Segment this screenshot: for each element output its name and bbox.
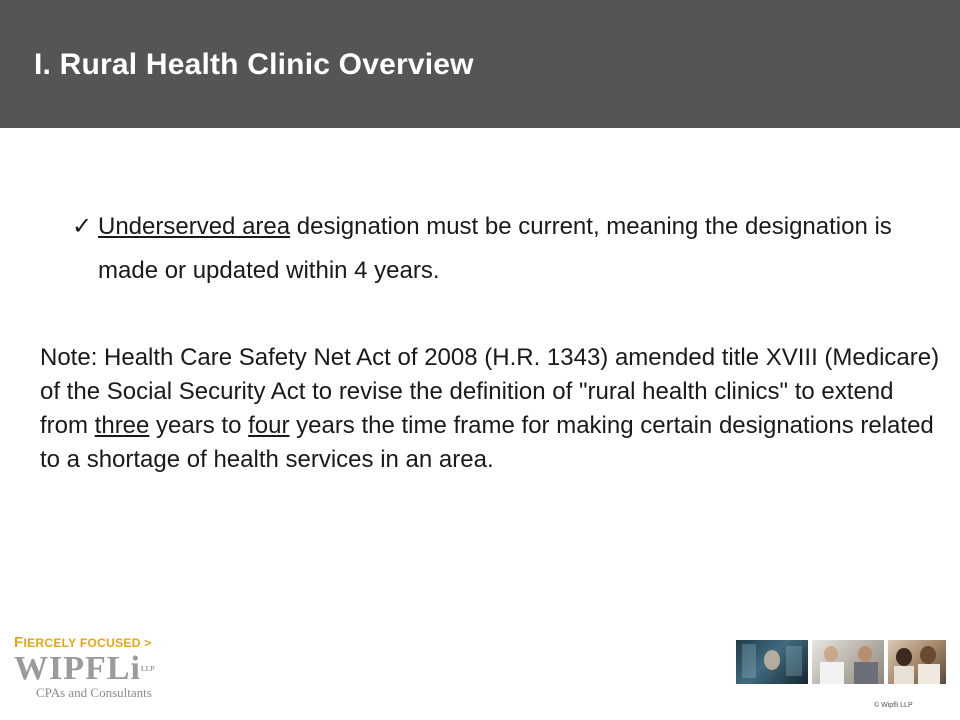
logo-tagline	[14, 636, 214, 650]
bullet-rest-text: designation must be current, meaning the designation is made or updated within 4 years.	[98, 213, 892, 284]
logo-wordmark	[14, 652, 214, 686]
logo-tagline-initial: F	[14, 634, 24, 651]
bullet-item	[72, 205, 912, 293]
logo-wordmark-suffix: LLP	[140, 665, 155, 673]
logo-wordmark-text: WIPFLi	[14, 650, 141, 687]
checkmark-icon: ✓	[72, 213, 93, 240]
photo-handshake	[812, 640, 884, 684]
wipfli-logo	[14, 636, 214, 710]
copyright-text: © Wipfli LLP	[874, 702, 913, 709]
note-part-2: years to	[149, 412, 249, 439]
page-title: I. Rural Health Clinic Overview	[34, 48, 474, 81]
photo-medical-scan	[736, 640, 808, 684]
underserved-area-text: Underserved area	[98, 213, 291, 240]
note-part-1: Note: Health Care Safety Net Act of 2008 (H.R. 1343) amended title XVIII (Medicare) of the Social Security Act to revise the definition of "rural health clinics" to extend from	[40, 344, 940, 439]
note-part-3: years the time frame for making certain designations related to a shortage of health services in an area.	[40, 412, 934, 473]
logo-tagline-rest: IERCELY FOCUSED >	[23, 636, 152, 650]
note-paragraph	[40, 341, 940, 477]
bullet-text	[98, 205, 912, 293]
note-underline-three: three	[94, 412, 150, 439]
header-bar	[0, 0, 960, 128]
logo-subtitle: CPAs and Consultants	[36, 685, 152, 700]
note-underline-four: four	[248, 412, 290, 439]
photo-people	[888, 640, 946, 684]
photo-strip	[736, 640, 946, 684]
